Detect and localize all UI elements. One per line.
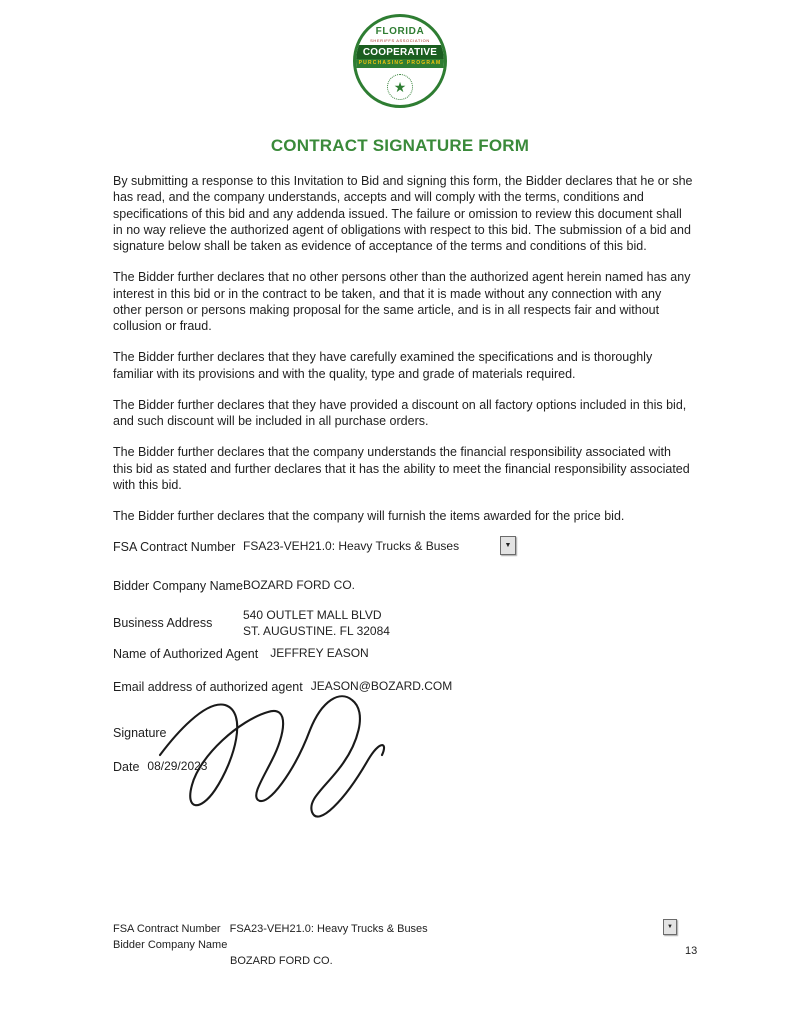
paragraph-declaration-6: The Bidder further declares that the company will furnish the items awarded for the price bid. — [113, 509, 625, 523]
address-line-2: ST. AUGUSTINE. FL 32084 — [243, 623, 390, 638]
star-icon: ★ — [387, 74, 413, 100]
fsa-contract-value: FSA23-VEH21.0: Heavy Trucks & Buses — [243, 539, 460, 554]
signature-row — [113, 725, 693, 741]
logo-org-name: FLORIDA — [375, 26, 425, 37]
footer-fsa-contract-value: FSA23-VEH21.0: Heavy Trucks & Buses — [229, 923, 428, 935]
footer-fsa-contract-line — [113, 922, 733, 938]
chevron-down-icon: ▼ — [667, 924, 673, 930]
authorized-agent-row — [113, 646, 693, 662]
logo-star-area — [356, 68, 444, 105]
paragraph-declaration-1: By submitting a response to this Invitation to Bid and signing this form, the Bidder declares that he or she has read, and the company understands, accepts and will comply with the terms, conditions and specifications of this bid and any addenda issued. The failure or omission to review this document shall in no way relieve the authorized agent of obligations with respect to this bid. The submission of a bid and signature below shall be taken as evidence of acceptance of the terms and conditions of this bid. — [113, 174, 693, 253]
business-address-row — [113, 607, 693, 639]
page-title: CONTRACT SIGNATURE FORM — [270, 136, 530, 155]
logo-container — [0, 14, 800, 108]
company-name-row — [113, 578, 693, 594]
agent-email-row — [113, 679, 693, 695]
business-address-label: Business Address — [113, 615, 213, 630]
fsa-cooperative-logo — [353, 14, 447, 108]
page-footer — [113, 922, 733, 970]
address-line-1: 540 OUTLET MALL BLVD — [243, 607, 382, 622]
agent-email-value: JEASON@BOZARD.COM — [310, 679, 453, 694]
footer-company-value: BOZARD FORD CO. — [230, 954, 333, 967]
agent-email-label: Email address of authorized agent — [113, 680, 303, 695]
business-address-value — [243, 607, 390, 639]
fsa-contract-label: FSA Contract Number — [113, 540, 236, 555]
document-body — [113, 173, 693, 775]
footer-company-label: Bidder Company Name — [113, 938, 228, 951]
date-row — [113, 759, 693, 775]
paragraph-declaration-3: The Bidder further declares that they have carefully examined the specifications and is thoroughly familiar with its provisions and with the quality, type and grade of materials required. — [113, 350, 653, 381]
footer-dropdown-button[interactable] — [663, 919, 677, 935]
signature-label: Signature — [113, 725, 167, 740]
company-name-value: BOZARD FORD CO. — [243, 577, 356, 592]
page-number: 13 — [685, 945, 698, 957]
authorized-agent-value: JEFFREY EASON — [270, 646, 369, 661]
paragraph-declaration-4: The Bidder further declares that they have provided a discount on all factory options included in this bid, and such discount will be included in all purchase orders. — [113, 397, 687, 428]
company-name-label: Bidder Company Name — [113, 578, 243, 593]
paragraph-declaration-5: The Bidder further declares that the company understands the financial responsibility associated with this bid as stated and further declares that it has the ability to meet the financial responsibility associated with this bid. — [113, 445, 690, 492]
date-label: Date — [113, 759, 140, 774]
date-value: 08/29/2023 — [147, 758, 208, 773]
fsa-contract-dropdown-button[interactable] — [500, 536, 516, 555]
logo-org-subname: SHERIFFS ASSOCIATION — [370, 38, 430, 43]
paragraph-declaration-2: The Bidder further declares that no other persons other than the authorized agent herein named has any interest in this bid or in the contract to be taken, and that it is made without any connection with any other person or persons making proposal for the same article, and is in all respects fair and without collusion or fraud. — [113, 270, 691, 333]
logo-banner-subtext: PURCHASING PROGRAM — [356, 59, 444, 68]
chevron-down-icon: ▼ — [504, 542, 512, 550]
logo-banner-text: COOPERATIVE — [356, 45, 444, 59]
fsa-contract-row — [113, 539, 693, 555]
footer-company-line — [113, 938, 733, 954]
authorized-agent-label: Name of Authorized Agent — [113, 647, 259, 662]
footer-fsa-contract-label: FSA Contract Number — [113, 923, 221, 935]
